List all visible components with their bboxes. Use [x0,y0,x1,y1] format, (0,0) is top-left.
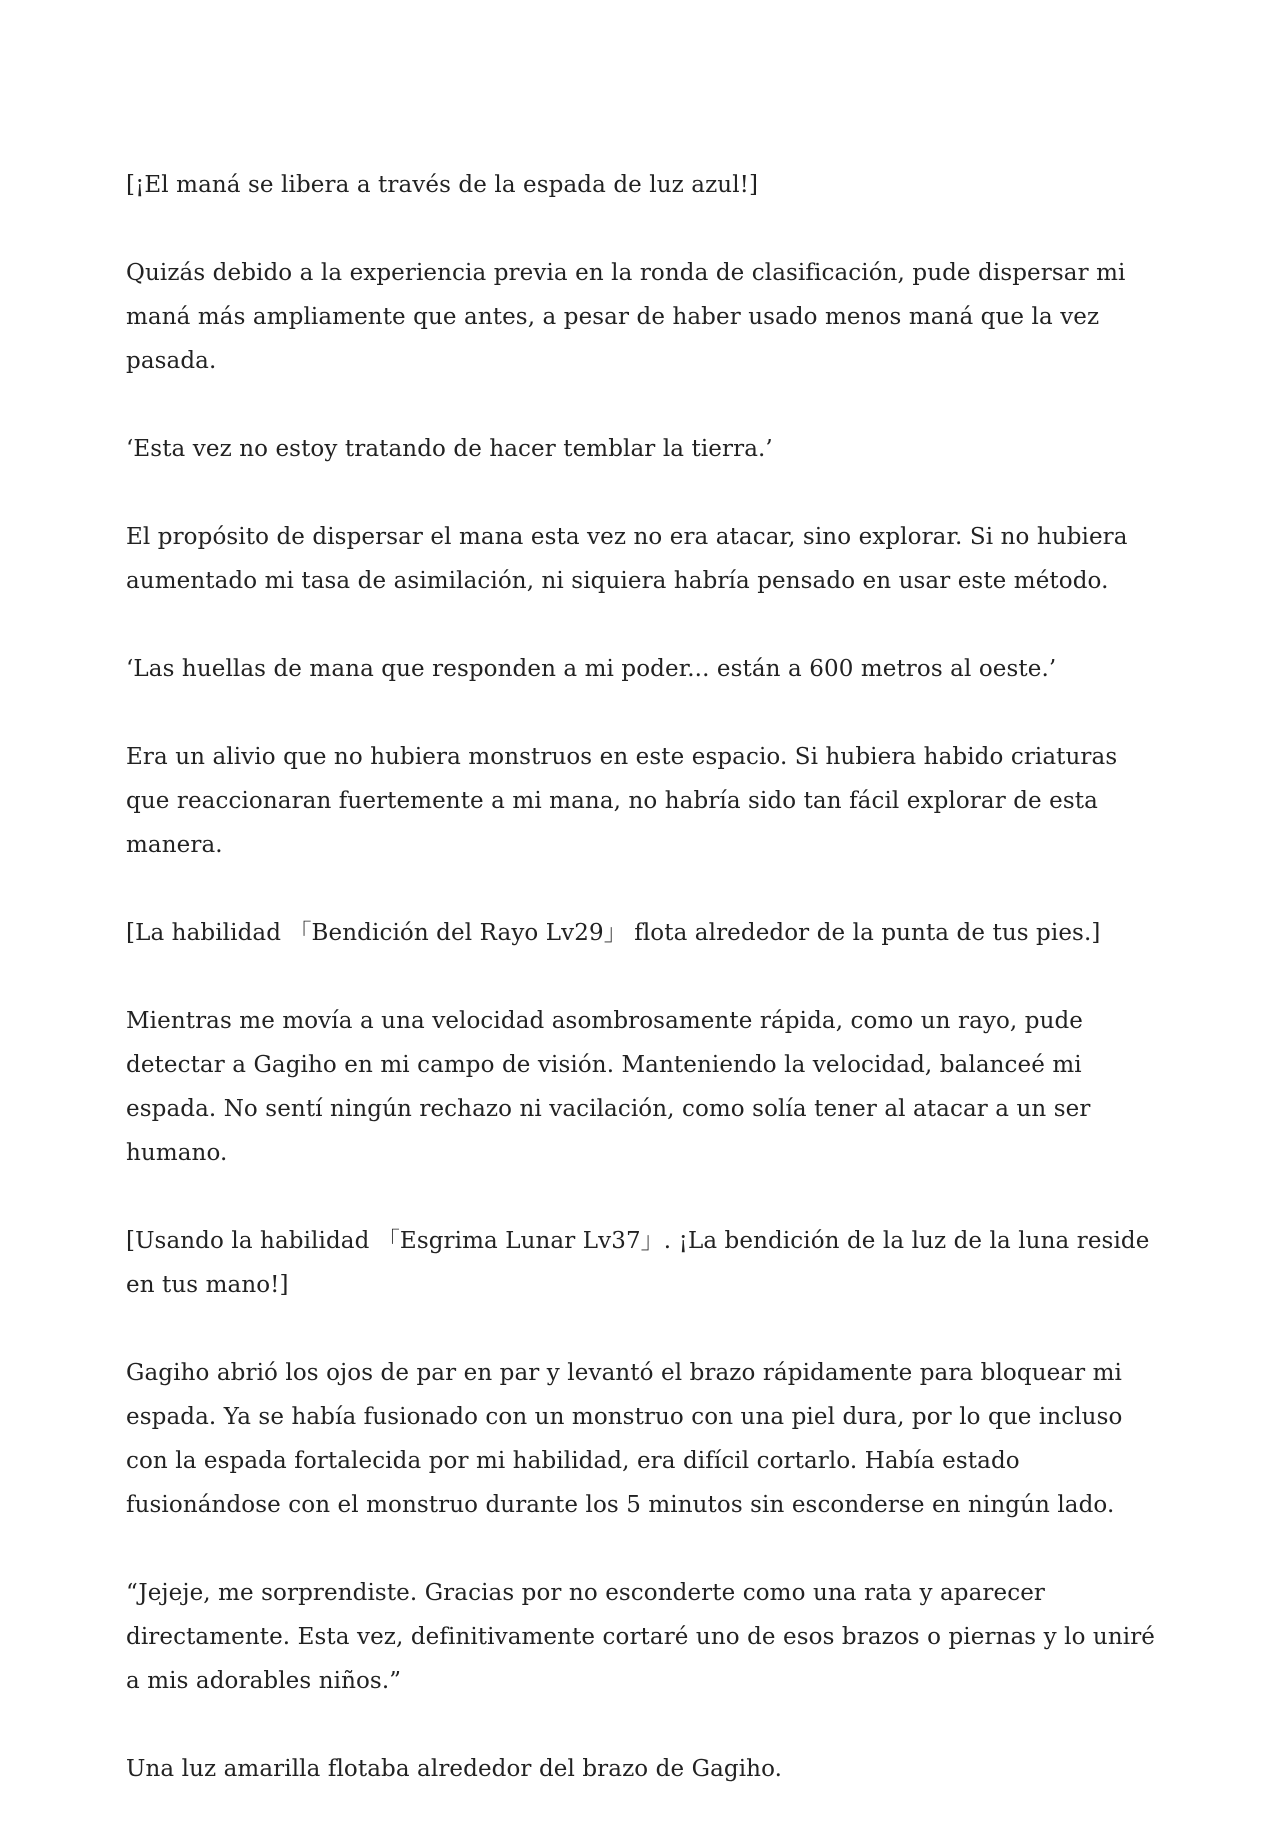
paragraph-purpose-explore: El propósito de dispersar el mana esta vez no era atacar, sino explorar. Si no hubiera aumentado mi tasa de asimilación, ni siquiera habría pensado en usar este método. [126,524,1128,594]
paragraph-system-message-lightning: [La habilidad 「Bendición del Rayo Lv29」 flota alrededor de la punta de tus pies.] [126,920,1101,946]
paragraph-inner-thought-earth: ‘Esta vez no estoy tratando de hacer temblar la tierra.’ [126,436,773,462]
paragraph-gagiho-blocks: Gagiho abrió los ojos de par en par y levantó el brazo rápidamente para bloquear mi espada. Ya se había fusionado con un monstruo con una piel dura, por lo que incluso con la espada fortalecida por mi habilidad, era difícil cortarlo. Había estado fusionándose con el monstruo durante los 5 minutos sin esconderse en ningún lado. [126,1360,1123,1518]
paragraph-no-monsters: Era un alivio que no hubiera monstruos en este espacio. Si hubiera habido criaturas que reaccionaran fuertemente a mi mana, no habría sido tan fácil explorar de esta manera. [126,744,1118,858]
paragraph-system-message-mana: [¡El maná se libera a través de la espada de luz azul!] [126,172,759,198]
paragraph-mana-dispersal: Quizás debido a la experiencia previa en la ronda de clasificación, pude dispersar mi maná más ampliamente que antes, a pesar de haber usado menos maná que la vez pasada. [126,260,1126,374]
paragraph-system-message-lunar: [Usando la habilidad 「Esgrima Lunar Lv37」. ¡La bendición de la luz de la luna reside en tus mano!] [126,1228,1150,1298]
text-body [126,163,1166,1791]
paragraph-yellow-light: Una luz amarilla flotaba alrededor del brazo de Gagiho. [126,1756,783,1782]
paragraph-gagiho-dialogue: “Jejeje, me sorprendiste. Gracias por no esconderte como una rata y aparecer directamente. Esta vez, definitivamente cortaré uno de esos brazos o piernas y lo uniré a mis adorables niños.” [126,1580,1156,1694]
paragraph-inner-thought-traces: ‘Las huellas de mana que responden a mi poder... están a 600 metros al oeste.’ [126,656,1057,682]
paragraph-detect-gagiho: Mientras me movía a una velocidad asombrosamente rápida, como un rayo, pude detectar a Gagiho en mi campo de visión. Manteniendo la velocidad, balanceé mi espada. No sentí ningún rechazo ni vacilación, como solía tener al atacar a un ser humano. [126,1008,1091,1166]
